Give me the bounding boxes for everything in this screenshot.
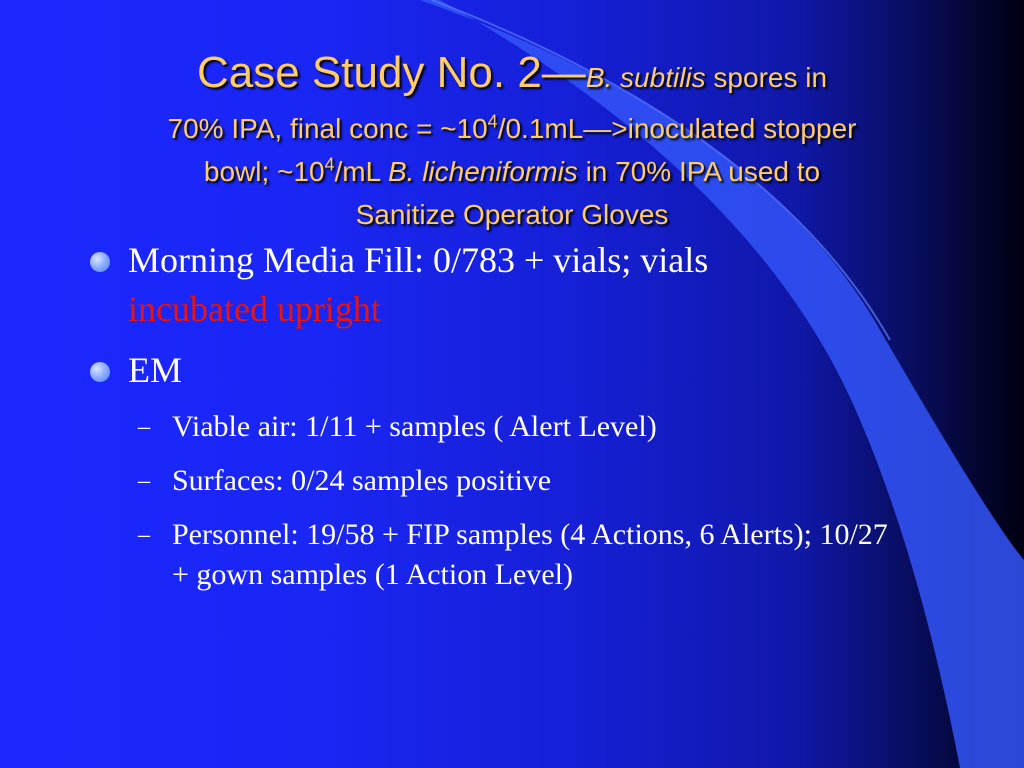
- bullet-text: EM: [128, 350, 182, 390]
- sub-bullet-text: Surfaces: 0/24 samples positive: [172, 464, 552, 497]
- slide-title: [40, 44, 984, 236]
- title-line3: bowl; $\sim 10^4/mL$ B. licheniformis in 70% IPA used to: [203, 154, 821, 187]
- bullet-highlight: incubated upright: [128, 289, 381, 329]
- content-list: [88, 236, 888, 609]
- title-line4: Sanitize Operator Gloves: [355, 199, 669, 230]
- dash-icon: –: [138, 522, 150, 548]
- sub-bullet-item: [88, 461, 888, 501]
- title-main: Case Study No. 2—: [196, 48, 586, 97]
- bullet-dot-icon: [90, 362, 110, 382]
- bullet-item: [88, 236, 888, 334]
- bullet-dot-icon: [90, 252, 110, 272]
- dash-icon: –: [138, 414, 150, 440]
- sub-bullet-item: [88, 407, 888, 447]
- sub-bullet-item: [88, 515, 888, 595]
- bullet-item: [88, 346, 888, 395]
- dash-icon: –: [138, 468, 150, 494]
- sub-bullet-text: Personnel: 19/58 + FIP samples (4 Actions, 6 Alerts); 10/27 + gown samples (1 Action Level): [172, 518, 888, 591]
- title-italic-subtilis: B. subtilis: [585, 62, 706, 93]
- bullet-text: Morning Media Fill: 0/783 + vials; vials: [128, 240, 709, 280]
- title-line2: 70% IPA, final conc = $\sim 10^4/0.1mL—>inoculated$ stopper: [167, 111, 857, 144]
- sub-bullet-text: Viable air: 1/11 + samples ( Alert Level): [172, 410, 657, 443]
- title-rest1: spores in: [705, 62, 828, 93]
